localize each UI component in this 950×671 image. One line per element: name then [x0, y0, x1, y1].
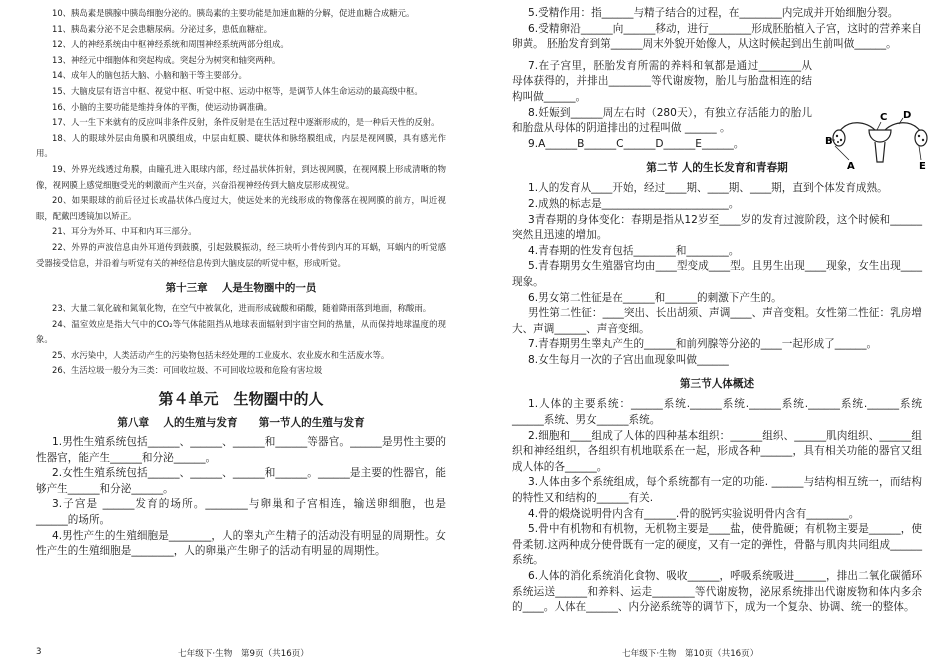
review-item: 11、胰岛素分泌不足会患糖尿病。分泌过多，患低血糖症。: [52, 23, 273, 34]
question-item: 8.女生每月一次的子宫出血现象叫做______: [528, 353, 729, 366]
section-2-list: [512, 181, 922, 368]
question-item: 8.妊娠到______周左右时（280天），有独立存活能力的胎儿和胎盘从母体的阴道排出的过程叫做 ______ 。: [512, 106, 812, 135]
question-item: 9.A______B______C______D______E______。: [528, 137, 745, 150]
review-items-b: [36, 301, 446, 379]
right-footer: 七年级下·生物 第10页（共16页）: [622, 649, 759, 659]
review-item: 10、胰岛素是胰腺中胰岛细胞分泌的。胰岛素的主要功能是加速血糖的分解，促进血糖合成糖元。: [52, 8, 415, 18]
question-item: 1.男性生殖系统包括______、______、______和______等器官。______是男性主要的性器官，能产生______和分泌______。: [36, 436, 446, 464]
question-list: [36, 435, 446, 560]
question-item: 男性第二性征：____突出、长出胡须、声调____、声音变粗。女性第二性征：乳房增大、声调______、声音变细。: [512, 307, 922, 335]
left-page: [36, 6, 446, 560]
question-item: 2.成熟的标志是________________________。: [528, 197, 740, 210]
question-item: 4.骨的煅烧说明骨内含有______.骨的脱钙实验说明骨内含有________。: [528, 507, 860, 520]
section-3-title: 第三节人体概述: [679, 378, 755, 391]
page-number: 3: [36, 647, 42, 657]
diagram-label-d: D: [903, 110, 912, 121]
left-footer: 七年级下·生物 第9页（共16页）: [178, 649, 309, 659]
question-item: 7.在子宫里，胚胎发育所需的养料和氧都是通过________从母体获得的，并排出________等代谢废物，胎儿与胎盘相连的结构叫做______。: [512, 59, 812, 103]
review-item: 18、人的眼球外层由角膜和巩膜组成，中层由虹膜、睫状体和脉络膜组成，内层是视网膜，具有感光作用。: [36, 132, 446, 159]
section-2-title: 第二节 人的生长发育和青春期: [646, 162, 788, 175]
chapter-8-title: 第八章 人的生殖与发育 第一节人的生殖与发育: [117, 417, 365, 430]
left-ovary: [833, 130, 845, 146]
uterus-body: [869, 130, 891, 142]
review-item: 20、如果眼球的前后径过长或晶状体凸度过大，使远处来的光线形成的物像落在视网膜的前方，叫近视眼，配戴凹透镜加以矫正。: [36, 195, 446, 221]
question-item: 1.人体的主要系统：______系统.______系统.______系统.______系统.______系统______系统、男女______系统。: [512, 398, 922, 427]
right-ovary: [915, 130, 927, 146]
review-item: 22、外界的声波信息由外耳道传到鼓膜，引起鼓膜振动，经三块听小骨传到内耳的耳蜗，耳蜗内的听觉感受器接受信息，并沿着与听觉有关的神经信息传到大脑皮层的听觉中枢，形成听觉。: [36, 241, 446, 268]
question-item: 4.青春期的性发育包括________和________。: [528, 244, 740, 257]
review-item: 26、生活垃圾一般分为三类：可回收垃圾、不可回收垃圾和危险有害垃圾: [52, 365, 323, 376]
question-item: 5.受精作用：指______与精子结合的过程，在________内完成并开始细胞分裂。: [528, 7, 899, 19]
question-item: 4.男性产生的生殖细胞是________，人的睾丸产生精子的活动没有明显的周期性。女性产生的生殖细胞是________，人的卵巢产生卵子的活动有明显的周期性。: [36, 529, 446, 558]
chapter-13-title: 第十三章 人是生物圈中的一员: [165, 282, 317, 295]
review-item: 24、温室效应是指大气中的CO₂等气体能阻挡从地球表面辐射到宇宙空间的热量，从而保持地球温度的现象。: [36, 318, 446, 345]
review-items-a: [36, 6, 446, 271]
review-item: 23、大量二氧化硫和氮氧化物，在空气中被氧化，进而形成硫酸和硝酸，随着降雨落到地面，称酸雨。: [52, 303, 432, 314]
review-item: 21、耳分为外耳、中耳和内耳三部分。: [52, 226, 197, 237]
question-item: 3.子宫是 ______发育的场所。________与卵巢和子宫相连，输送卵细胞，也是______的场所。: [36, 498, 446, 527]
question-item: 6.男女第二性征是在______和______的刺激下产生的。: [528, 291, 782, 304]
question-item: 1.人的发育从____开始，经过____期、____期、____期，直到个体发育成熟。: [528, 182, 888, 195]
review-item: 12、人的神经系统由中枢神经系统和周围神经系统两部分组成。: [52, 39, 289, 50]
question-item: 6.受精卵沿______向______移动，进行________形成胚胎植入子宫，这时的营养来自卵黄。 胚胎发育到第______周末外貌开始像人，从这时候起到出生前叫做______。: [512, 22, 922, 51]
question-item: 5.青春期男女生殖器官均由____型变成____型。且男生出现____现象，女生出现____现象。: [512, 260, 922, 288]
section-3-list: [512, 397, 922, 615]
diagram-label-a: A: [847, 161, 855, 170]
review-item: 17、人一生下来就有的反应叫非条件反射，条件反射是在生活过程中逐渐形成的，是一种后天性的反射。: [52, 117, 440, 128]
question-item: 3.人体由多个系统组成，每个系统都有一定的功能. ______与结构相互统一，而结构的特性又和结构的______有关.: [512, 476, 922, 505]
question-item: 2.细胞和____组成了人体的四种基本组织：______组织、______肌肉组织、______组织和神经组织，各组织有机地联系在一起，形成各种______，具有相关功能的器官又组成人体的各______。: [512, 429, 922, 473]
question-item: 3青春期的身体变化：春期是指从12岁至____岁的发育过渡阶段，这个时候和______突然且迅速的增加。: [512, 213, 922, 242]
review-item: 13、神经元中细胞体和突起构成。突起分为树突和轴突两种。: [52, 54, 281, 65]
review-item: 14、成年人的脑包括大脑、小脑和脑干等主要部分。: [52, 70, 247, 81]
review-item: 19、外界光线透过角膜，由瞳孔进入眼球内部，经过晶状体折射，到达视网膜，在视网膜上形成清晰的物像，视网膜上感觉细胞受光的刺激而产生兴奋，兴奋沿视神经传到大脑皮层形成视觉。: [36, 163, 446, 190]
question-item: 2.女性生殖系统包括______、______、______和______。______是主要的性器官，能够产生______和分泌______。: [36, 467, 446, 495]
diagram-label-b: B: [825, 136, 833, 147]
question-item: 5.骨中有机物和有机物，无机物主要是____盐，使骨脆硬；有机物主要是______，使骨柔韧.这两种成分使骨既有一定的硬度，又有一定的弹性，骨骼与肌肉共同组成______系统。: [512, 523, 922, 567]
review-item: 15、大脑皮层有语言中枢、视觉中枢、听觉中枢、运动中枢等，是调节人体生命运动的最高级中枢。: [52, 85, 423, 96]
review-item: 25、水污染中，人类活动产生的污染物包括未经处理的工业废水、农业废水和生活废水等。: [52, 349, 390, 360]
right-page: [512, 6, 922, 616]
unit-title: 第４单元 生物圈中的人: [158, 390, 324, 409]
diagram-label-c: C: [880, 112, 888, 123]
review-item: 16、小脑的主要功能是维持身体的平衡，使运动协调准确。: [52, 101, 273, 112]
question-item: 7.青春期男生睾丸产生的______和前列腺等分泌的____一起形成了______。: [528, 338, 878, 351]
vagina: [875, 142, 885, 162]
diagram-label-e: E: [919, 161, 926, 170]
uterus-diagram: [825, 110, 935, 170]
question-item: 6.人体的消化系统消化食物、吸收______，呼吸系统吸进______，排出二氧化碳循环系统运送______和养料、运走________等代谢废物，泌尿系统排出代谢废物和体内多余的____。人体在______、内分泌系统等的调节下，成为一个复杂、协调、统一的整体。: [512, 570, 922, 614]
